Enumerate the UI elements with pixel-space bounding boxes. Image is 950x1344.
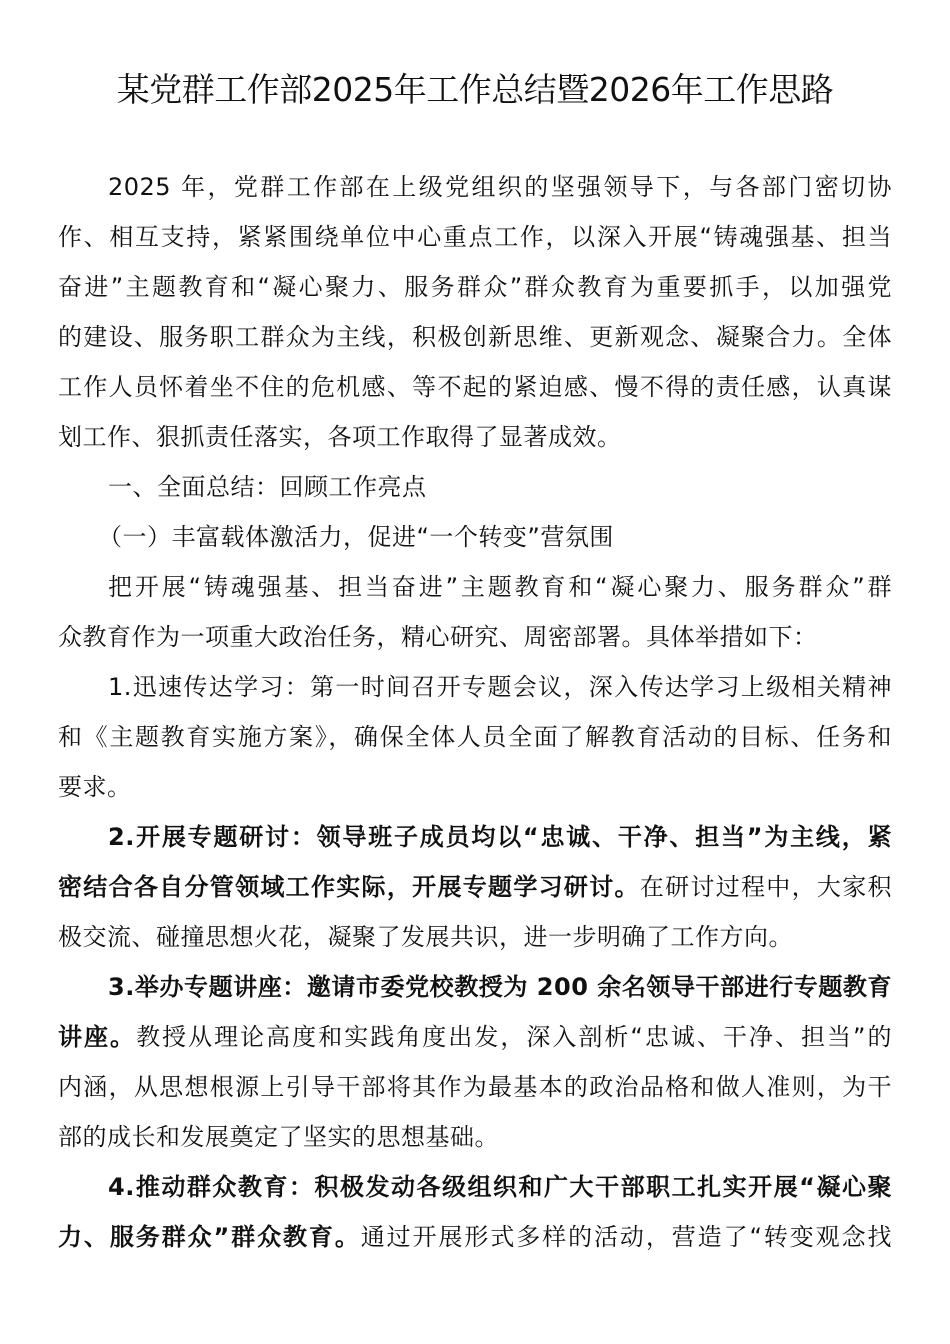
list-item-3: 3.举办专题讲座：邀请市委党校教授为 200 余名领导干部进行专题教育 讲座。教授从理论高度和实践角度出发，深入剖析“忠诚、干净、担当”的 内涵，从思想根源上引导干部将其作为最基本的政治品格和做人准则，为干 部的成长和发展奠定了坚实的思想基础。 [58, 962, 892, 1162]
item-4-body: 通过开展形式多样的活动，营造了“转变观念找 [360, 1223, 892, 1251]
section-heading: 一、全面总结：回顾工作亮点 [108, 473, 427, 501]
item-4-bold-lead: 4.推动群众教育：积极发动各级组织和广大干部职工扎实开展“凝心聚 [108, 1173, 892, 1201]
item-3-bold-lead: 3.举办专题讲座：邀请市委党校教授为 200 余名领导干部进行专题教育 [108, 973, 892, 1001]
intro-line: 划工作、狠抓责任落实，各项工作取得了显著成效。 [58, 423, 622, 451]
document-title: 某党群工作部2025年工作总结暨2026年工作思路 [116, 70, 834, 109]
intro-line: 工作人员怀着坐不住的危机感、等不起的紧迫感、慢不得的责任感，认真谋 [58, 373, 892, 401]
list-item-2: 2.开展专题研讨：领导班子成员均以“忠诚、干净、担当”为主线，紧 密结合各自分管领域工作实际，开展专题学习研讨。在研讨过程中，大家积 极交流、碰撞思想火花，凝聚了发展共识，进一步明确了工作方向。 [58, 812, 892, 962]
measures-paragraph [58, 562, 892, 662]
intro-line: 2025 年，党群工作部在上级党组织的坚强领导下，与各部门密切协 [108, 173, 892, 201]
item-3-body: 教授从理论高度和实践角度出发，深入剖析“忠诚、干净、担当”的 [136, 1023, 892, 1051]
list-item-4 [58, 1162, 892, 1262]
item-3-bold-lead-end: 讲座。 [58, 1023, 137, 1051]
item-2-body: 在研讨过程中，大家积 [639, 873, 892, 901]
intro-line: 奋进”主题教育和“凝心聚力、服务群众”群众教育为重要抓手，以加强党 [58, 273, 892, 301]
measures-line: 众教育作为一项重大政治任务，精心研究、周密部署。具体举措如下： [58, 623, 818, 651]
item-2-bold-lead: 2.开展专题研讨：领导班子成员均以“忠诚、干净、担当”为主线，紧 [108, 823, 892, 851]
intro-paragraph [58, 162, 892, 462]
item-2-bold-lead-end: 密结合各自分管领域工作实际，开展专题学习研讨。 [58, 873, 640, 901]
intro-line: 作、相互支持，紧紧围绕单位中心重点工作，以深入开展“铸魂强基、担当 [58, 223, 892, 251]
intro-line: 的建设、服务职工群众为主线，积极创新思维、更新观念、凝聚合力。全体 [58, 323, 892, 351]
list-item-1: 1.迅速传达学习：第一时间召开专题会议，深入传达学习上级相关精神 和《主题教育实施方案》，确保全体人员全面了解教育活动的目标、任务和 要求。 [58, 673, 892, 801]
item-4-bold-lead-end: 力、服务群众”群众教育。 [58, 1223, 361, 1251]
subsection-heading: （一）丰富载体激活力，促进“一个转变”营氛围 [98, 523, 614, 551]
measures-line: 把开展“铸魂强基、担当奋进”主题教育和“凝心聚力、服务群众”群 [108, 573, 892, 601]
